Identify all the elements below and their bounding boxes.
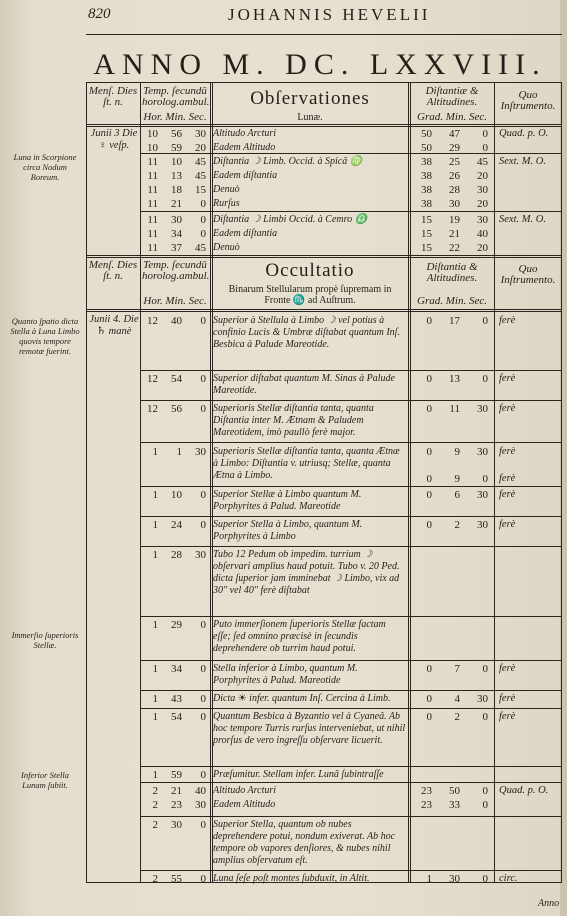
instrument-cell: ferè — [499, 693, 516, 704]
dist-minute-cell: 6 — [454, 489, 460, 501]
instrument-cell: Quad. p. O. — [499, 785, 549, 796]
observation-text: Diſtantia ☽ Limb. Occid. à Spicâ ♍ — [213, 156, 363, 167]
header-gms: Grad. Min. Sec. — [417, 111, 487, 123]
header-occultatio-sub: Binarum Stellularum propè ſupremam in Fronte ♏ ad Auſtrum. — [228, 284, 392, 306]
minute-cell: 29 — [171, 619, 182, 631]
observation-text: Altitudo Arcturi — [213, 128, 277, 139]
hour-cell: 11 — [147, 156, 158, 168]
dist-minute-cell: 50 — [449, 785, 460, 797]
minute-cell: 54 — [171, 711, 182, 723]
degree-cell: 0 — [426, 446, 432, 458]
second-cell: 0 — [200, 663, 206, 675]
dist-second-cell: 20 — [477, 170, 488, 182]
minute-cell: 21 — [171, 785, 182, 797]
hour-cell: 11 — [147, 170, 158, 182]
second-cell: 45 — [195, 242, 206, 254]
degree-cell: 23 — [421, 799, 432, 811]
row-rule — [140, 153, 562, 154]
second-cell: 0 — [200, 693, 206, 705]
second-cell: 0 — [200, 403, 206, 415]
instrument-cell: Sext. M. O. — [499, 214, 546, 225]
hour-cell: 1 — [152, 519, 158, 531]
hour-cell: 11 — [147, 198, 158, 210]
observation-text: Superioris Stellæ diſtantia tanta, quanta Ætnæ à Limbo: Diſtantia v. utriusq; Stellæ, quanta Ætna à Limbo. — [213, 446, 400, 481]
minute-cell: 30 — [171, 819, 182, 831]
margin-note: Luna in Scorpione circa Nodum Boreum. — [13, 152, 77, 182]
dist-second-cell: 0 — [482, 873, 488, 885]
col-rule — [408, 82, 411, 882]
hour-cell: 2 — [152, 819, 158, 831]
hour-cell: 1 — [152, 446, 158, 458]
hour-cell: 1 — [152, 489, 158, 501]
degree-cell: 50 — [421, 128, 432, 140]
dist-minute-cell: 11 — [449, 403, 460, 415]
instrument-cell: ferè — [499, 711, 516, 722]
hour-cell: 1 — [152, 663, 158, 675]
minute-cell: 56 — [171, 403, 182, 415]
hour-cell: 1 — [152, 693, 158, 705]
minute-cell: 30 — [171, 214, 182, 226]
col-rule — [140, 82, 141, 882]
row-rule — [140, 690, 562, 691]
dist-minute-cell: 30 — [449, 198, 460, 210]
observation-text: Rurſus — [213, 198, 240, 209]
instrument-cell: ferè — [499, 489, 516, 500]
dist-minute-cell: 2 — [454, 519, 460, 531]
dist-minute-cell: 17 — [449, 315, 460, 327]
dist-second-cell: 30 — [477, 693, 488, 705]
instrument-cell: ferè — [499, 519, 516, 530]
dist-second-cell: 0 — [482, 711, 488, 723]
hour-cell: 1 — [152, 549, 158, 561]
row-rule — [140, 816, 562, 817]
minute-cell: 28 — [171, 549, 182, 561]
degree-cell: 23 — [421, 785, 432, 797]
second-cell: 0 — [200, 198, 206, 210]
observation-text: Eadem Altitudo — [213, 799, 276, 810]
minute-cell: 55 — [171, 873, 182, 885]
instrument-cell: circ. — [499, 873, 518, 884]
second-cell: 45 — [195, 156, 206, 168]
minute-cell: 18 — [171, 184, 182, 196]
dist-second-cell: 30 — [477, 403, 488, 415]
hour-cell: 12 — [147, 373, 158, 385]
second-cell: 15 — [195, 184, 206, 196]
instrument-cell: ferè — [499, 315, 516, 326]
instrument-cell: ferè — [499, 663, 516, 674]
margin-note: Inferior Stella Lunam ſubiit. — [21, 770, 69, 790]
catchword: Anno — [538, 898, 560, 909]
degree-cell: 0 — [426, 473, 432, 485]
minute-cell: 13 — [171, 170, 182, 182]
instrument-cell: ferè — [499, 473, 516, 484]
dist-second-cell: 30 — [477, 519, 488, 531]
dist-second-cell: 0 — [482, 373, 488, 385]
observation-text: Superior Stella, quantum ob nubes deprehendere potui, nondum exiverat. Ab hoc tempore ob vapores denſiores, & nubes nihil amplius obſervatum eſt. — [213, 819, 396, 866]
header-distantia-2: Diſtantia & Altitudines. — [426, 261, 478, 284]
degree-cell: 0 — [426, 711, 432, 723]
minute-cell: 37 — [171, 242, 182, 254]
hour-cell: 1 — [152, 619, 158, 631]
header-instrumento: Quo Inſtrumento. — [500, 89, 556, 112]
margin-note: Quanto ſpatio dicta Stella à Luna Limbo quovis tempore remotæ fuerint. — [10, 316, 80, 356]
dist-minute-cell: 9 — [454, 473, 460, 485]
dist-minute-cell: 7 — [454, 663, 460, 675]
header-mens: Menſ. Dies ſt. n. — [88, 85, 138, 108]
observation-text: Dicta ☀ infer. quantum Inſ. Cercina à Limb. — [213, 693, 391, 704]
minute-cell: 24 — [171, 519, 182, 531]
second-cell: 30 — [195, 128, 206, 140]
dist-second-cell: 40 — [477, 228, 488, 240]
header-temp-2: Temp. ſecundū horolog.ambul. — [142, 259, 210, 282]
hour-cell: 2 — [152, 785, 158, 797]
dist-minute-cell: 26 — [449, 170, 460, 182]
degree-cell: 50 — [421, 142, 432, 154]
table-top-rule — [86, 82, 562, 83]
row-rule — [140, 486, 562, 487]
degree-cell: 38 — [421, 170, 432, 182]
observation-text: Diſtantia ☽ Limbi Occid. à Cemro ♎ — [213, 214, 368, 225]
observation-text: Luna ſeſe poſt montes ſubduxit, in Altit. — [213, 873, 370, 884]
second-cell: 40 — [195, 785, 206, 797]
minute-cell: 21 — [171, 198, 182, 210]
row-rule — [140, 211, 562, 212]
observation-text: Quantum Besbica à Byzantio vel à Cyaneâ. Ab hoc tempore Turris rurſus interveniebat, ut nihil prorſus de vero ingreſſu obſervare licuerit. — [213, 711, 406, 746]
row-rule — [140, 516, 562, 517]
hour-cell: 11 — [147, 242, 158, 254]
header-mens-2: Menſ. Dies ſt. n. — [88, 259, 138, 282]
minute-cell: 54 — [171, 373, 182, 385]
second-cell: 0 — [200, 769, 206, 781]
row-rule — [140, 660, 562, 661]
col-rule — [561, 82, 562, 882]
degree-cell: 1 — [426, 873, 432, 885]
observation-text: Superior Stellæ à Limbo quantum M. Porphyrites à Palud. Mareotide — [213, 489, 362, 512]
hour-cell: 11 — [147, 184, 158, 196]
dist-second-cell: 30 — [477, 446, 488, 458]
minute-cell: 10 — [171, 156, 182, 168]
minute-cell: 1 — [176, 446, 182, 458]
dist-minute-cell: 19 — [449, 214, 460, 226]
degree-cell: 0 — [426, 663, 432, 675]
hour-cell: 2 — [152, 799, 158, 811]
hour-cell: 11 — [147, 228, 158, 240]
row-rule — [140, 370, 562, 371]
header-lunae: Lunæ. — [297, 112, 323, 123]
dist-minute-cell: 33 — [449, 799, 460, 811]
degree-cell: 0 — [426, 315, 432, 327]
instrument-cell: Sext. M. O. — [499, 156, 546, 167]
second-cell: 30 — [195, 446, 206, 458]
header-rule — [86, 309, 562, 312]
col-rule — [494, 82, 495, 882]
dist-second-cell: 30 — [477, 184, 488, 196]
minute-cell: 10 — [171, 489, 182, 501]
second-cell: 0 — [200, 873, 206, 885]
page-number: 820 — [88, 6, 111, 22]
dist-second-cell: 0 — [482, 799, 488, 811]
degree-cell: 0 — [426, 519, 432, 531]
hour-cell: 10 — [147, 142, 158, 154]
observation-text: Altitudo Arcturi — [213, 785, 277, 796]
hour-cell: 12 — [147, 403, 158, 415]
degree-cell: 38 — [421, 198, 432, 210]
header-rule — [86, 34, 562, 35]
observation-text: Superioris Stellæ diſtantia tanta, quanta Diſtantia inter M. Ætnam & Paludem Mareotidem, imò paullò ferè major. — [213, 403, 374, 438]
observation-text: Præſumitur. Stellam infer. Lunâ ſubintraſſe — [213, 769, 384, 780]
minute-cell: 23 — [171, 799, 182, 811]
second-cell: 30 — [195, 799, 206, 811]
observation-text: Superior diſtabat quantum M. Sinas à Palude Mareotide. — [213, 373, 395, 396]
dist-minute-cell: 30 — [449, 873, 460, 885]
header-gms-2: Grad. Min. Sec. — [417, 295, 487, 307]
row-rule — [140, 708, 562, 709]
dist-second-cell: 0 — [482, 663, 488, 675]
degree-cell: 0 — [426, 693, 432, 705]
observation-text: Tubo 12 Pedum ob impedim. turrium ☽ obſervari amplius haud potuit. Tubo v. 20 Ped. dicta ſuperior jam imminebat ☽ Limbo, vix ad 30″ vel 40″ ferè diſtabat — [213, 549, 400, 596]
observation-text: Superior à Stellula à Limbo ☽ vel potius à confinio Lucis & Umbræ diſtabat quantum Inſ. Besbica à Palude Mareotide. — [213, 315, 400, 350]
observation-text: Stella inferior à Limbo, quantum M. Porphyrites à Palud. Mareotide — [213, 663, 358, 686]
second-cell: 0 — [200, 373, 206, 385]
degree-cell: 38 — [421, 156, 432, 168]
dist-minute-cell: 21 — [449, 228, 460, 240]
row-rule — [140, 616, 562, 617]
degree-cell: 15 — [421, 228, 432, 240]
instrument-cell: ferè — [499, 403, 516, 414]
date-cell: Junii 3 Die ♀ veſp. — [90, 128, 138, 151]
observation-text: Puto immerſionem ſuperioris Stellæ factam eſſe; ſed omnino præcisè in ſecundis deprehendere ob turrim haud potui. — [213, 619, 386, 654]
second-cell: 45 — [195, 170, 206, 182]
observation-text: Eadem diſtantia — [213, 170, 278, 181]
running-header — [0, 3, 567, 31]
minute-cell: 43 — [171, 693, 182, 705]
dist-second-cell: 20 — [477, 242, 488, 254]
dist-minute-cell: 4 — [454, 693, 460, 705]
observation-text: Superior Stella à Limbo, quantum M. Porphyrites à Limbo — [213, 519, 363, 542]
dist-minute-cell: 2 — [454, 711, 460, 723]
section-rule — [86, 255, 562, 258]
header-distantiae: Diſtantiæ & Altitudines. — [425, 85, 479, 108]
header-temp: Temp. ſecundū horolog.ambul. — [142, 85, 210, 108]
second-cell: 0 — [200, 489, 206, 501]
degree-cell: 15 — [421, 242, 432, 254]
dist-second-cell: 20 — [477, 198, 488, 210]
dist-minute-cell: 22 — [449, 242, 460, 254]
dist-minute-cell: 47 — [449, 128, 460, 140]
header-occultatio: Occultatio — [265, 260, 355, 281]
second-cell: 30 — [195, 549, 206, 561]
hour-cell: 2 — [152, 873, 158, 885]
header-hms-2: Hor. Min. Sec. — [143, 295, 207, 307]
minute-cell: 34 — [171, 228, 182, 240]
margin-note: Immerſio ſuperioris Stellæ. — [11, 630, 79, 650]
second-cell: 0 — [200, 315, 206, 327]
observation-text: Denuò — [213, 242, 240, 253]
dist-second-cell: 30 — [477, 489, 488, 501]
instrument-cell: Quad. p. O. — [499, 128, 549, 139]
minute-cell: 59 — [171, 769, 182, 781]
degree-cell: 0 — [426, 489, 432, 501]
second-cell: 20 — [195, 142, 206, 154]
observation-text: Eadem diſtantia — [213, 228, 278, 239]
year-title: ANNO M. DC. LXXVIII. — [93, 48, 547, 81]
instrument-cell: ferè — [499, 373, 516, 384]
minute-cell: 34 — [171, 663, 182, 675]
dist-second-cell: 0 — [482, 142, 488, 154]
row-rule — [140, 400, 562, 401]
header-observationes: Obſervationes — [250, 88, 370, 109]
degree-cell: 15 — [421, 214, 432, 226]
second-cell: 0 — [200, 619, 206, 631]
second-cell: 0 — [200, 228, 206, 240]
dist-minute-cell: 9 — [454, 446, 460, 458]
degree-cell: 0 — [426, 403, 432, 415]
table-bottom-rule — [86, 882, 562, 883]
header-instrumento-2: Quo Inſtrumento. — [500, 263, 556, 286]
hour-cell: 11 — [147, 214, 158, 226]
header-hms: Hor. Min. Sec. — [143, 111, 207, 123]
row-rule — [140, 782, 562, 783]
instrument-cell: ferè — [499, 446, 516, 457]
dist-second-cell: 0 — [482, 785, 488, 797]
observation-text: Denuò — [213, 184, 240, 195]
dist-second-cell: 0 — [482, 473, 488, 485]
minute-cell: 40 — [171, 315, 182, 327]
row-rule — [140, 870, 562, 871]
minute-cell: 59 — [171, 142, 182, 154]
observation-text: Eadem Altitudo — [213, 142, 276, 153]
second-cell: 0 — [200, 711, 206, 723]
dist-second-cell: 45 — [477, 156, 488, 168]
dist-second-cell: 0 — [482, 128, 488, 140]
dist-second-cell: 0 — [482, 315, 488, 327]
dist-minute-cell: 29 — [449, 142, 460, 154]
second-cell: 0 — [200, 519, 206, 531]
hour-cell: 12 — [147, 315, 158, 327]
second-cell: 0 — [200, 214, 206, 226]
dist-second-cell: 30 — [477, 214, 488, 226]
degree-cell: 0 — [426, 373, 432, 385]
hour-cell: 10 — [147, 128, 158, 140]
dist-minute-cell: 28 — [449, 184, 460, 196]
date-cell: Junii 4. Die ♄ manè — [89, 314, 139, 337]
row-rule — [140, 546, 562, 547]
row-rule — [140, 442, 562, 443]
degree-cell: 38 — [421, 184, 432, 196]
minute-cell: 56 — [171, 128, 182, 140]
hour-cell: 1 — [152, 769, 158, 781]
dist-minute-cell: 25 — [449, 156, 460, 168]
second-cell: 0 — [200, 819, 206, 831]
row-rule — [140, 766, 562, 767]
dist-minute-cell: 13 — [449, 373, 460, 385]
col-rule — [86, 82, 87, 882]
hour-cell: 1 — [152, 711, 158, 723]
running-title: JOHANNIS HEVELII — [228, 5, 431, 24]
